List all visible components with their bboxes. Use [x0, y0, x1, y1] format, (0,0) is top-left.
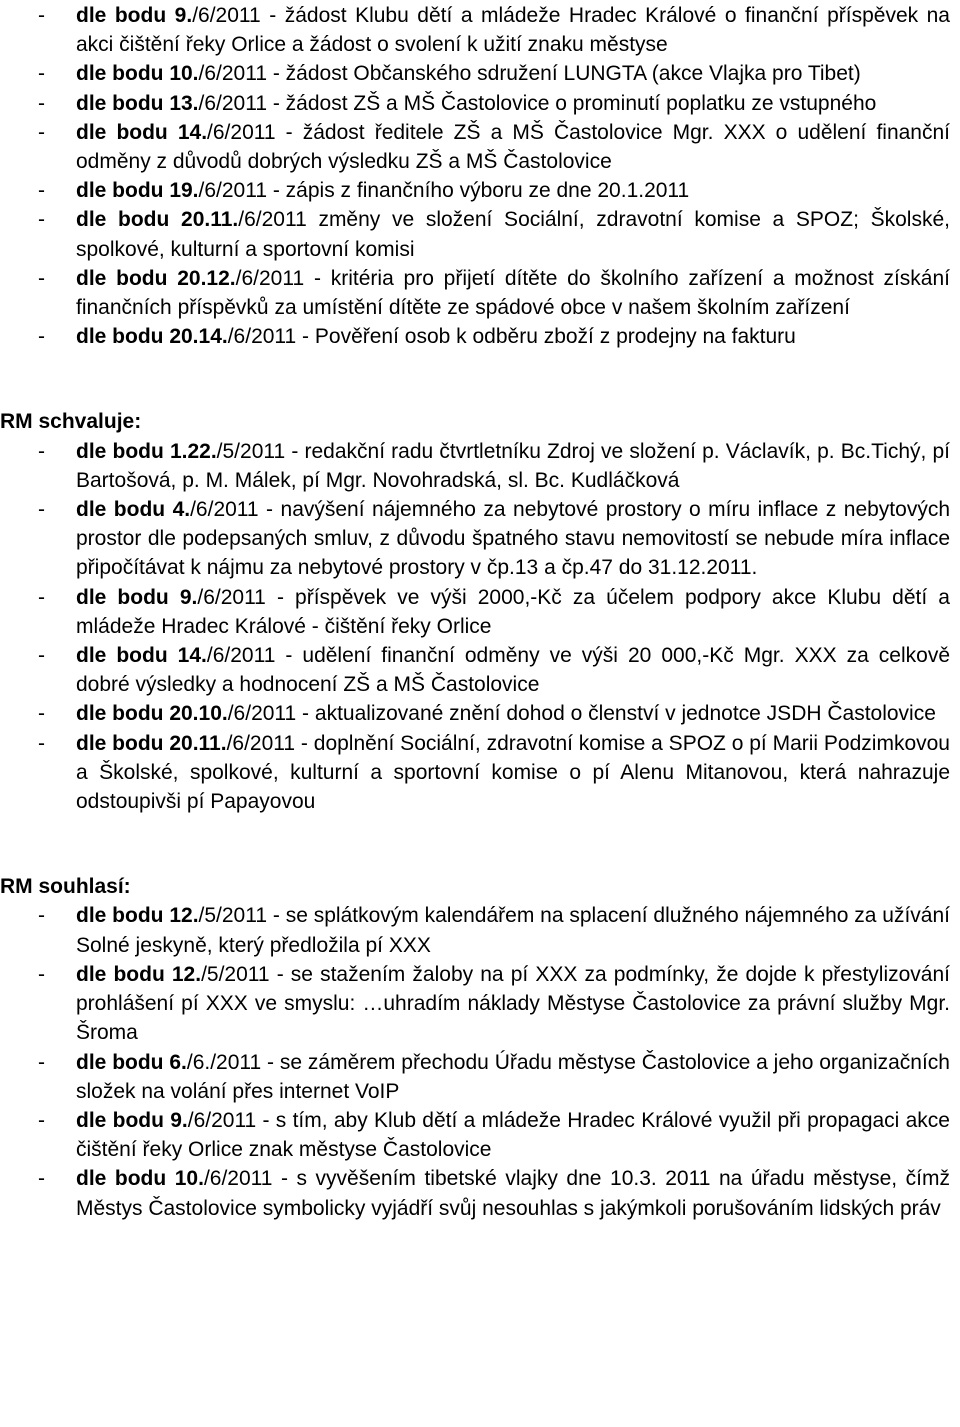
item-ref: dle bodu 10.: [76, 1167, 204, 1191]
section-heading: RM schvaluje:: [0, 410, 142, 434]
list-dash: -: [38, 702, 45, 726]
item-text: /5/2011 - se stažením žaloby na pí XXX za podmínky, že dojde k přestylizování prohlášení pí XXX ve smyslu: …uhradím náklady Městyse Častolovice za právní služby Mgr. Šroma: [76, 962, 950, 1045]
list-dash: -: [38, 731, 45, 755]
item-text: /6/2011 - žádost ředitele ZŠ a MŠ Častolovice Mgr. XXX o udělení finanční odměny z důvodů dobrých výsledku ZŠ a MŠ Častolovice: [76, 120, 951, 174]
item-ref: dle bodu 9.: [76, 4, 193, 27]
item-ref: dle bodu 9.: [76, 585, 198, 609]
item-ref: dle bodu 20.11.: [76, 731, 227, 755]
list-item: [38, 495, 950, 583]
list-dash: -: [38, 120, 45, 144]
item-text: /6/2011 - s vyvěšením tibetské vlajky dne 10.3. 2011 na úřadu městyse, čímž Městys Častolovice symbolicky vyjádří svůj nesouhlas s jakýmkoli porušováním lidských práv: [76, 1167, 950, 1220]
list-dash: -: [38, 439, 45, 463]
list-item: [38, 176, 950, 205]
item-text: /5/2011 - se splátkovým kalendářem na splacení dlužného nájemného za užívání Solné jeskyně, který předložila pí XXX: [76, 904, 950, 957]
item-text: /6/2011 změny ve složení Sociální, zdravotní komise a SPOZ; Školské, spolkové, kulturní a sportovní komisi: [76, 208, 950, 261]
item-ref: dle bodu 14.: [76, 644, 207, 668]
item-text: /6/2011 - příspěvek ve výši 2000,-Kč za účelem podpory akce Klubu dětí a mládeže Hradec Králové - čištění řeky Orlice: [76, 585, 950, 638]
list-dash: -: [38, 91, 45, 115]
list-dash: -: [38, 179, 45, 203]
list-item: [38, 1, 950, 59]
item-text: /6/2011 - žádost Klubu dětí a mládeže Hradec Králové o finanční příspěvek na akci čištění řeky Orlice a žádost o svolení k užití znaku městyse: [76, 4, 950, 57]
list-item: [38, 89, 950, 118]
list-item: [38, 205, 950, 263]
item-text: /6/2011 - udělení finanční odměny ve výši 20 000,-Kč Mgr. XXX za celkově dobré výsledky a hodnocení ZŠ a MŠ Častolovice: [76, 644, 950, 697]
list-item: [38, 264, 950, 322]
item-text: /6/2011 - kritéria pro přijetí dítěte do školního zařízení a možnost získání finančních příspěvků za umístění dítěte ze spádové obce v našem školním zařízení: [76, 266, 950, 320]
list-dash: -: [38, 266, 45, 290]
list-item: [38, 699, 950, 728]
item-text: /6/2011 - doplnění Sociální, zdravotní komise a SPOZ o pí Marii Podzimkovou a Školské, spolkové, kulturní a sportovní komise o pí Alenu Mitanovou, která nahrazuje odstoupivši pí Papayovou: [76, 731, 950, 814]
item-ref: dle bodu 1.22.: [76, 439, 217, 463]
list-dash: -: [38, 62, 45, 86]
list-dash: -: [38, 208, 45, 232]
document-page: [0, 1, 960, 1223]
list-item: [38, 901, 950, 959]
item-text: /5/2011 - redakční radu čtvrtletníku Zdroj ve složení p. Václavík, p. Bc.Tichý, pí Bartošová, p. M. Málek, pí Mgr. Novohradská, sl. Bc. Kudláčková: [76, 439, 950, 492]
item-text: /6/2011 - zápis z finančního výboru ze dne 20.1.2011: [198, 179, 690, 203]
list-item: [38, 1164, 950, 1222]
item-ref: dle bodu 20.10.: [76, 702, 228, 726]
item-ref: dle bodu 4.: [76, 498, 191, 522]
item-ref: dle bodu 9.: [76, 1108, 188, 1132]
item-text: /6./2011 - se záměrem přechodu Úřadu městyse Častolovice a jeho organizačních složek na volání přes internet VoIP: [76, 1050, 950, 1103]
section-requests: [38, 1, 950, 351]
list-dash: -: [38, 325, 45, 349]
list-item: [38, 1106, 950, 1164]
list-dash: -: [38, 962, 45, 986]
item-text: /6/2011 - Pověření osob k odběru zboží z prodejny na fakturu: [227, 325, 796, 349]
item-ref: dle bodu 12.: [76, 904, 199, 928]
item-ref: dle bodu 20.11.: [76, 208, 239, 232]
list-dash: -: [38, 1108, 45, 1132]
list-item: [38, 583, 950, 641]
item-text: /6/2011 - navýšení nájemného za nebytové prostory o míru inflace z nebytových prostor dle podepsaných smluv, z důvodu špatného stavu nemovitostí se nebude míra inflace připočítávat k nájmu za nebytové prostory v čp.13 a čp.47 do 31.12.2011.: [76, 498, 950, 580]
list-dash: -: [38, 4, 45, 27]
item-ref: dle bodu 20.12.: [76, 266, 236, 290]
item-text: /6/2011 - žádost Občanského sdružení LUNGTA (akce Vlajka pro Tibet): [198, 62, 861, 86]
list-item: [38, 1048, 950, 1106]
list-dash: -: [38, 585, 45, 609]
item-ref: dle bodu 13.: [76, 91, 199, 115]
item-text: /6/2011 - s tím, aby Klub dětí a mládeže Hradec Králové využil při propagaci akce čištění řeky Orlice znak městyse Častolovice: [76, 1108, 950, 1162]
item-text: /6/2011 - aktualizované znění dohod o členství v jednotce JSDH Častolovice: [227, 702, 936, 726]
section-rm-souhlasi: [0, 872, 950, 1222]
item-ref: dle bodu 19.: [76, 179, 199, 203]
item-ref: dle bodu 20.14.: [76, 325, 228, 349]
item-text: /6/2011 - žádost ZŠ a MŠ Častolovice o prominutí poplatku ze vstupného: [198, 91, 877, 115]
list-item: [38, 59, 950, 88]
list-dash: -: [38, 1050, 45, 1074]
list-dash: -: [38, 904, 45, 928]
list-dash: -: [38, 644, 45, 668]
list-dash: -: [38, 1167, 45, 1191]
item-ref: dle bodu 14.: [76, 120, 208, 144]
list-item: [38, 729, 950, 817]
item-ref: dle bodu 12.: [76, 962, 202, 986]
list-item: [38, 118, 950, 176]
list-item: [38, 960, 950, 1048]
item-ref: dle bodu 10.: [76, 62, 199, 86]
list-dash: -: [38, 498, 45, 522]
list-item: [38, 437, 950, 495]
item-ref: dle bodu 6.: [76, 1050, 187, 1074]
section-rm-schvaluje: [0, 407, 950, 816]
list-item: [38, 641, 950, 699]
list-item: [38, 322, 950, 351]
section-heading: RM souhlasí:: [0, 875, 131, 899]
